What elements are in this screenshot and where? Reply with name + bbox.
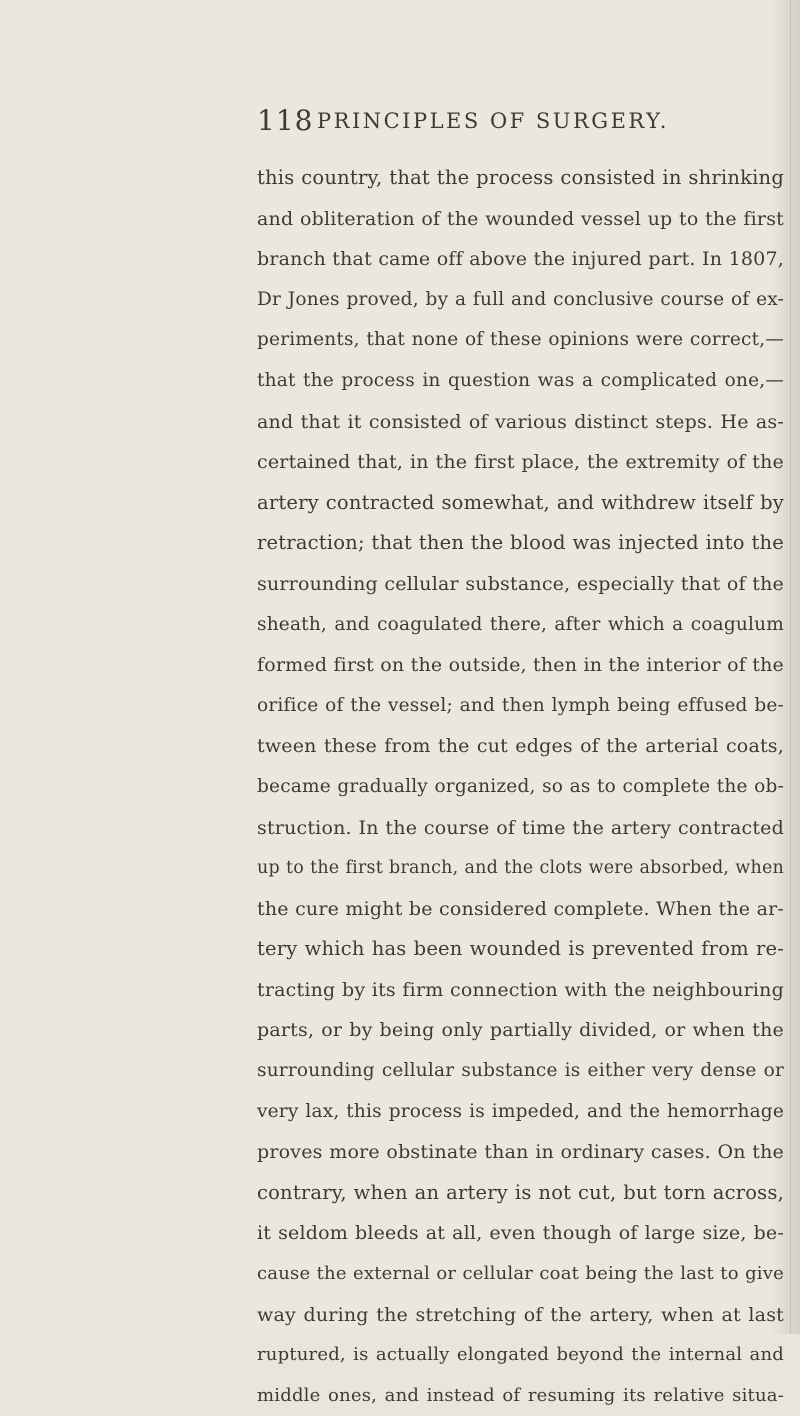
body-text [257, 158, 784, 1416]
text-line: up to the first branch, and the clots were absorbed, when [257, 858, 784, 879]
page-edge [790, 0, 791, 1334]
text-line: cause the external or cellular coat being the last to give [257, 1263, 784, 1285]
text-line: tracting by its firm connection with the neighbouring [257, 978, 784, 1001]
text-line: branch that came off above the injured part. In 1807, [257, 248, 784, 271]
text-line: sheath, and coagulated there, after which a coagulum [257, 613, 784, 635]
text-line: and that it consisted of various distinct steps. He as- [257, 410, 784, 433]
text-line: middle ones, and instead of resuming its relative situa- [257, 1384, 784, 1406]
text-line: proves more obstinate than in ordinary cases. On the [257, 1141, 784, 1164]
text-line: ruptured, is actually elongated beyond the internal and [257, 1344, 784, 1366]
text-line: and obliteration of the wounded vessel up to the first [257, 207, 784, 230]
text-line: surrounding cellular substance, especially that of the [257, 572, 784, 595]
text-line: tery which has been wounded is prevented from re- [257, 937, 784, 961]
text-line: parts, or by being only partially divided, or when the [257, 1019, 784, 1042]
page-number: 118 [257, 104, 314, 137]
text-line: formed first on the outside, then in the interior of the [257, 654, 784, 677]
text-line: that the process in question was a complicated one,— [257, 369, 784, 391]
text-line: way during the stretching of the artery, when at last [257, 1303, 784, 1326]
text-line: surrounding cellular substance is either very dense or [257, 1060, 784, 1082]
text-line: orifice of the vessel; and then lymph being effused be- [257, 694, 784, 716]
text-line: artery contracted somewhat, and withdrew itself by [257, 490, 784, 514]
text-line: tween these from the cut edges of the arterial coats, [257, 735, 784, 758]
running-title: PRINCIPLES OF SURGERY. [317, 109, 669, 133]
running-head [257, 104, 797, 138]
text-line: it seldom bleeds at all, even though of large size, be- [257, 1222, 784, 1245]
text-line: the cure might be considered complete. When the ar- [257, 897, 784, 920]
text-line: certained that, in the first place, the extremity of the [257, 451, 784, 474]
text-line: very lax, this process is impeded, and the hemorrhage [257, 1100, 784, 1122]
text-line: became gradually organized, so as to complete the ob- [257, 775, 784, 797]
text-line: struction. In the course of time the artery contracted [257, 816, 784, 839]
text-line: this country, that the process consisted in shrinking [257, 166, 784, 189]
text-line: periments, that none of these opinions were correct,— [257, 329, 784, 351]
text-line: contrary, when an artery is not cut, but torn across, [257, 1180, 784, 1204]
text-line: Dr Jones proved, by a full and conclusive course of ex- [257, 288, 784, 310]
text-line: retraction; that then the blood was injected into the [257, 531, 784, 555]
